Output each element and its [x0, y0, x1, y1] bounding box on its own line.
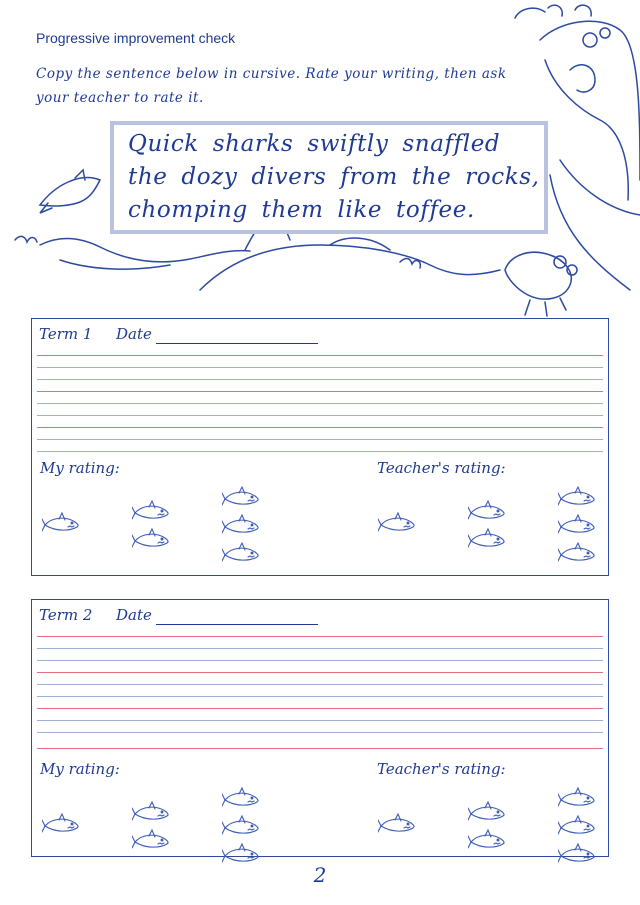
shark-icon[interactable]	[468, 527, 508, 553]
shark-icon[interactable]	[222, 513, 262, 539]
shark-icon[interactable]	[222, 485, 262, 511]
handwriting-rule	[37, 672, 603, 673]
handwriting-rule	[37, 748, 603, 749]
sentence-line-2: the dozy divers from the rocks,	[128, 164, 540, 190]
shark-icon[interactable]	[558, 814, 598, 840]
term-label: Term 1	[39, 325, 93, 343]
shark-icon[interactable]	[468, 800, 508, 826]
handwriting-rule	[37, 660, 603, 661]
handwriting-rule	[37, 636, 603, 637]
shark-icon[interactable]	[558, 485, 598, 511]
handwriting-rule	[37, 439, 603, 440]
my-rating-label: My rating:	[40, 760, 120, 778]
handwriting-rule	[37, 451, 603, 452]
shark-icon[interactable]	[378, 812, 418, 838]
date-label: Date	[116, 325, 152, 343]
handwriting-rule	[37, 708, 603, 709]
shark-icon[interactable]	[132, 828, 172, 854]
teacher-rating-label: Teacher's rating:	[377, 760, 506, 778]
shark-icon[interactable]	[132, 499, 172, 525]
handwriting-rule	[37, 415, 603, 416]
page-title: Progressive improvement check	[36, 30, 236, 46]
instructions-text: Copy the sentence below in cursive. Rate your writing, then ask your teacher to rate it.	[36, 66, 507, 106]
handwriting-rule	[37, 391, 603, 392]
shark-icon[interactable]	[468, 828, 508, 854]
date-field-line[interactable]	[156, 624, 318, 625]
my-rating-label: My rating:	[40, 459, 120, 477]
page-number: 2	[313, 863, 327, 887]
model-sentence-frame	[110, 121, 548, 234]
shark-icon[interactable]	[132, 527, 172, 553]
handwriting-rule	[37, 379, 603, 380]
handwriting-rule	[37, 427, 603, 428]
handwriting-rule	[37, 684, 603, 685]
shark-icon[interactable]	[42, 511, 82, 537]
shark-icon[interactable]	[222, 786, 262, 812]
date-field-line[interactable]	[156, 343, 318, 344]
sentence-line-3: chomping them like toffee.	[128, 197, 475, 223]
term-1-writing-box	[31, 318, 609, 576]
shark-icon[interactable]	[132, 800, 172, 826]
teacher-rating-label: Teacher's rating:	[377, 459, 506, 477]
handwriting-rule	[37, 367, 603, 368]
handwriting-rule	[37, 648, 603, 649]
handwriting-rule	[37, 355, 603, 356]
shark-icon[interactable]	[222, 814, 262, 840]
handwriting-rule	[37, 732, 603, 733]
date-label: Date	[116, 606, 152, 624]
shark-icon[interactable]	[558, 513, 598, 539]
sentence-line-1: Quick sharks swiftly snaffled	[128, 131, 501, 157]
shark-icon[interactable]	[222, 541, 262, 567]
term-2-writing-box	[31, 599, 609, 857]
shark-icon[interactable]	[42, 812, 82, 838]
term-label: Term 2	[39, 606, 93, 624]
shark-icon[interactable]	[558, 786, 598, 812]
shark-icon[interactable]	[468, 499, 508, 525]
handwriting-rule	[37, 720, 603, 721]
shark-icon[interactable]	[378, 511, 418, 537]
handwriting-rule	[37, 696, 603, 697]
shark-icon[interactable]	[558, 541, 598, 567]
handwriting-rule	[37, 403, 603, 404]
